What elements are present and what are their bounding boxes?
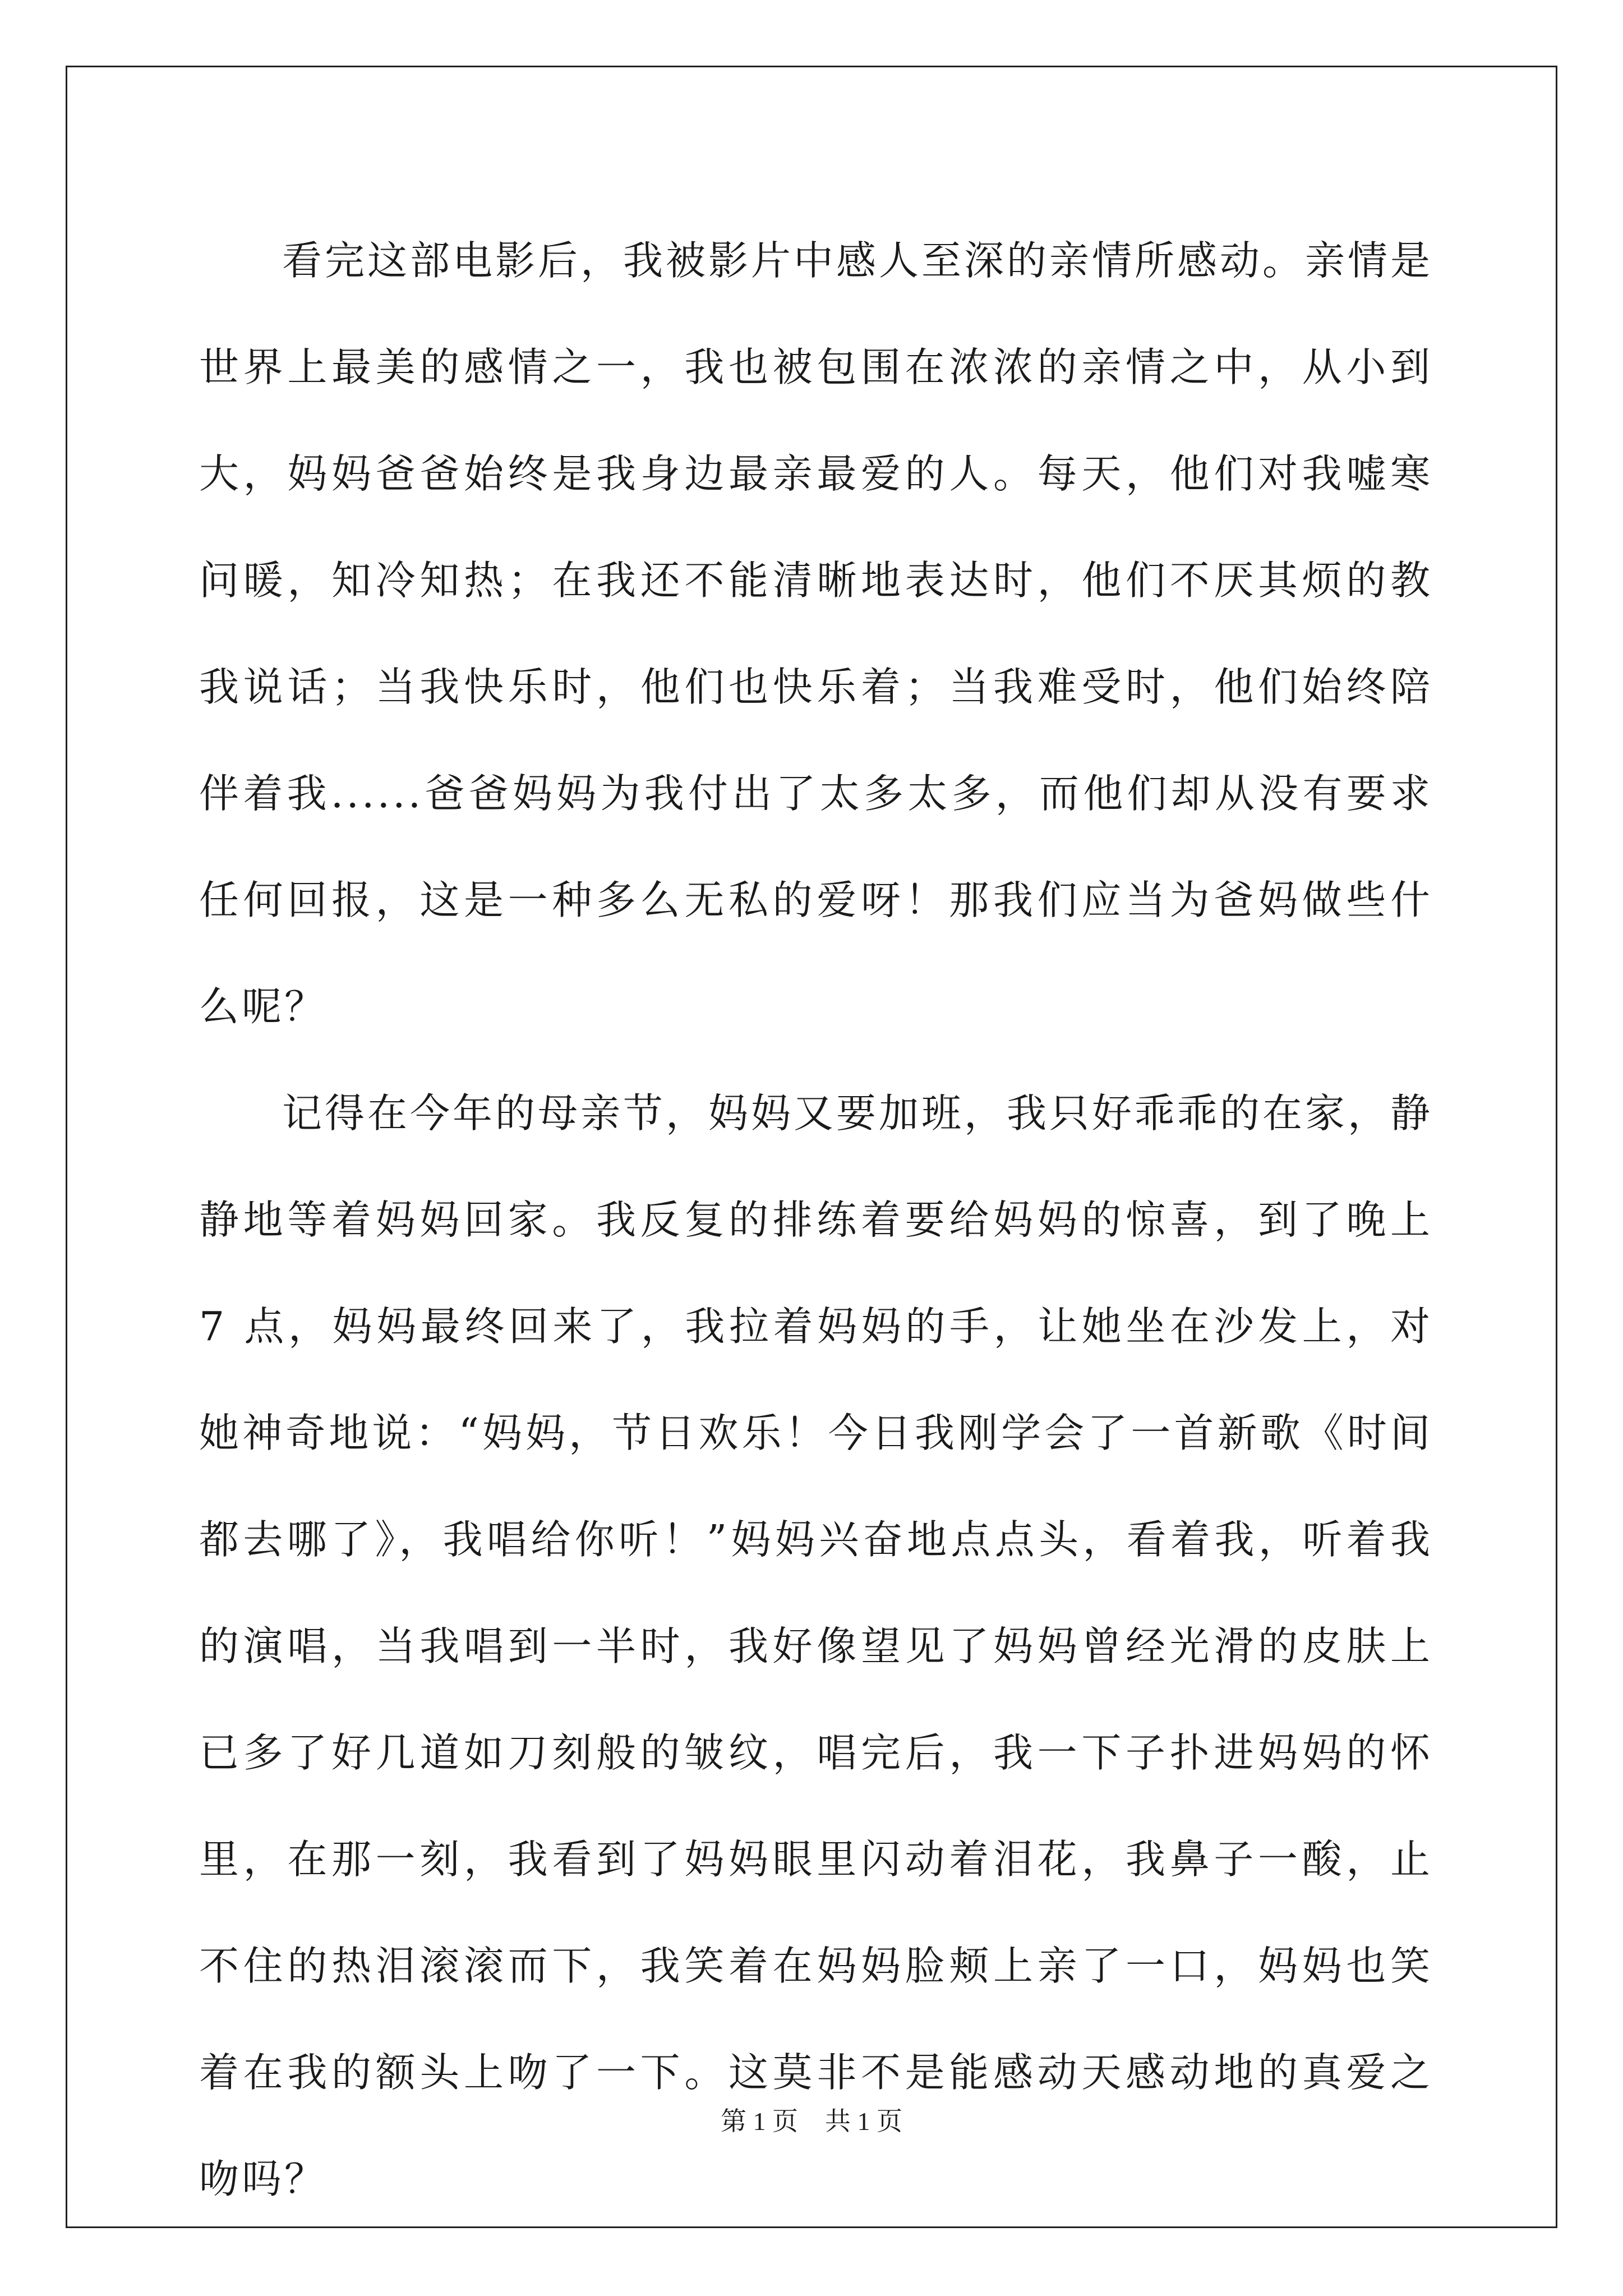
page-footer — [0, 2105, 1623, 2138]
page-number-total: 共 1 页 — [825, 2107, 902, 2136]
paragraph-2: 记得在今年的母亲节，妈妈又要加班，我只好乖乖的在家，静静地等着妈妈回家。我反复的排练着要给妈妈的惊喜，到了晚上 7 点，妈妈最终回来了，我拉着妈妈的手，让她坐在沙发上，对她神奇地说：“妈妈，节日欢乐！今日我刚学会了一首新歌《时间都去哪了》，我唱给你听！”妈妈兴奋地点点头，看着我，听着我的演唱，当我唱到一半时，我好像望见了妈妈曾经光滑的皮肤上已多了好几道如刀刻般的皱纹，唱完后，我一下子扑进妈妈的怀里，在那一刻，我看到了妈妈眼里闪动着泪花，我鼻子一酸，止不住的热泪滚滚而下，我笑着在妈妈脸颊上亲了一口，妈妈也笑着在我的额头上吻了一下。这莫非不是能感动天感动地的真爱之吻吗？ — [199, 1090, 1433, 2202]
document-body — [199, 208, 1433, 2233]
paragraph-1: 看完这部电影后，我被影片中感人至深的亲情所感动。亲情是世界上最美的感情之一，我也被包围在浓浓的亲情之中，从小到大，妈妈爸爸始终是我身边最亲最爱的人。每天，他们对我嘘寒问暖，知冷知热；在我还不能清晰地表达时，他们不厌其烦的教我说话；当我快乐时，他们也快乐着；当我难受时，他们始终陪伴着我......爸爸妈妈为我付出了太多太多，而他们却从没有要求任何回报，这是一种多么无私的爱呀！那我们应当为爸妈做些什么呢？ — [199, 237, 1433, 1030]
page-number-current: 第 1 页 — [721, 2107, 798, 2136]
